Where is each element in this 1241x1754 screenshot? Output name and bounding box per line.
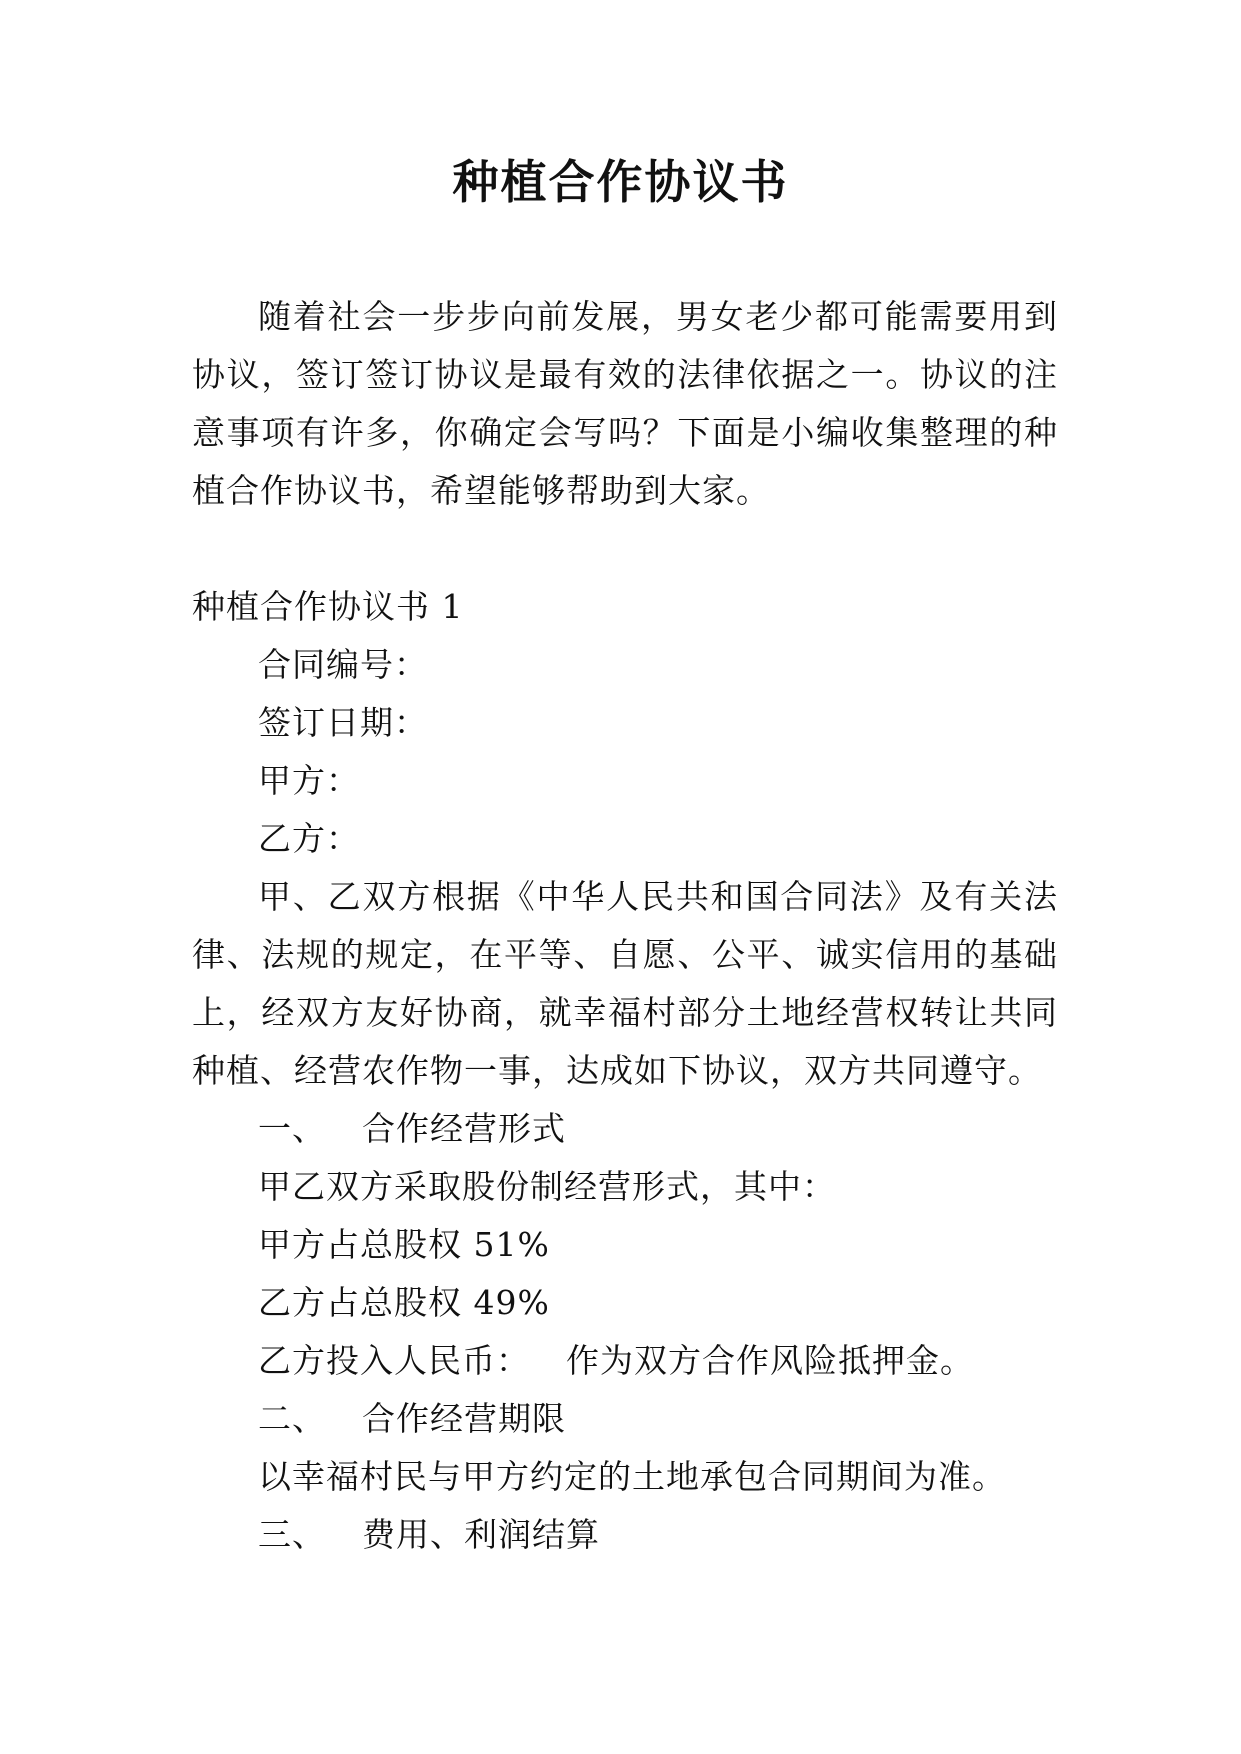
section-title: 种植合作协议书 1: [192, 587, 464, 626]
clause-1-heading: [192, 1100, 1058, 1158]
investment-line: [192, 1332, 1058, 1390]
clause-1-number: 一、: [258, 1109, 326, 1148]
share-b-line: 乙方占总股权 49%: [258, 1283, 550, 1322]
clause-2-heading: [192, 1390, 1058, 1448]
intro-paragraph: 随着社会一步步向前发展，男女老少都可能需要用到协议，签订签订协议是最有效的法律依据之一。协议的注意事项有许多，你确定会写吗？下面是小编收集整理的种植合作协议书，希望能够帮助到大家。: [192, 297, 1058, 510]
party-a-line: 甲方：: [258, 761, 360, 800]
investment-text: 作为双方合作风险抵押金。: [566, 1341, 974, 1380]
document-title: 种植合作协议书: [452, 155, 789, 209]
investment-label: 乙方投入人民币：: [258, 1341, 530, 1380]
contract-number-line: 合同编号：: [258, 645, 428, 684]
clause-1-text: 甲乙双方采取股份制经营形式，其中：: [258, 1167, 836, 1206]
document-body: [192, 288, 1058, 1564]
sign-date-line: 签订日期：: [258, 703, 428, 742]
clause-2-number: 二、: [258, 1399, 326, 1438]
clause-3-heading: [192, 1506, 1058, 1564]
clause-3-number: 三、: [258, 1515, 326, 1554]
party-b-line: 乙方：: [258, 819, 360, 858]
clause-3-title: 费用、利润结算: [362, 1515, 600, 1554]
clause-1-title: 合作经营形式: [362, 1109, 566, 1148]
clause-2-text: 以幸福村民与甲方约定的土地承包合同期间为准。: [258, 1457, 1006, 1496]
preamble-paragraph: 甲、乙双方根据《中华人民共和国合同法》及有关法律、法规的规定，在平等、自愿、公平、诚实信用的基础上，经双方友好协商，就幸福村部分土地经营权转让共同种植、经营农作物一事，达成如下协议，双方共同遵守。: [192, 877, 1058, 1090]
share-a-line: 甲方占总股权 51%: [258, 1225, 550, 1264]
clause-2-title: 合作经营期限: [362, 1399, 566, 1438]
